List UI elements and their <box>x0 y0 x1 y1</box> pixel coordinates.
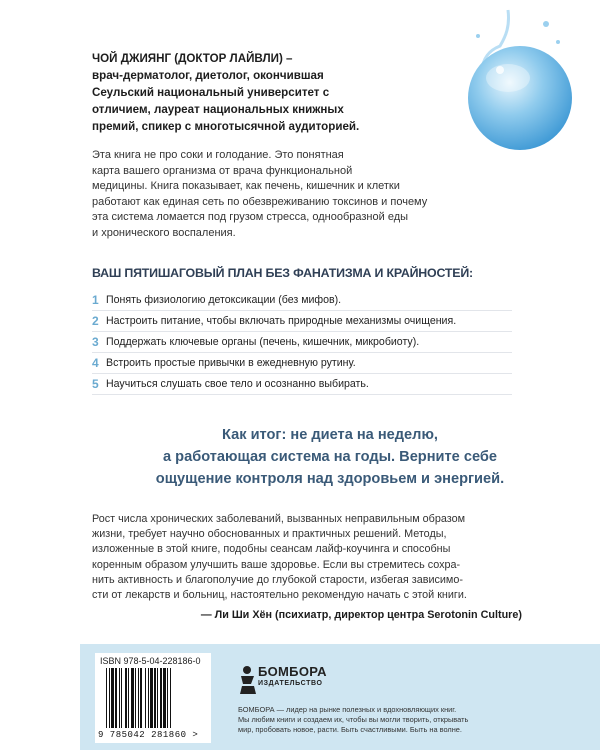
author-bio-line: врач-дерматолог, диетолог, окончившая <box>92 69 324 82</box>
intro-line: работают как единая сеть по обезвреживанию токсинов и почему <box>92 195 428 208</box>
intro-line: карта вашего организма от врача функциональной <box>92 164 353 177</box>
intro-line: медицины. Книга показывает, как печень, кишечник и клетки <box>92 180 400 193</box>
step-text: Понять физиологию детоксикации (без мифов). <box>106 294 342 306</box>
testimonial-quote <box>92 512 522 603</box>
publisher-name: БОМБОРА <box>258 664 327 679</box>
quote-author: — Ли Ши Хён (психиатр, директор центра Serotonin Culture) <box>200 609 522 621</box>
plan-steps <box>92 290 512 395</box>
step-number: 4 <box>92 356 99 370</box>
isbn-label: ISBN 978-5-04-228186-0 <box>100 656 201 666</box>
step-text: Научиться слушать свое тело и осознанно выбирать. <box>106 378 369 390</box>
plan-step <box>92 290 512 311</box>
book-intro <box>92 148 452 242</box>
publisher-text-line: Мы любим книги и создаем их, чтобы вы могли творить, открывать <box>238 715 469 724</box>
quote-line: сти от лекарств и больниц, настоятельно рекомендую начать с этой книги. <box>92 589 467 602</box>
quote-line: жизни, требует научно обоснованных и практичных решений. Методы, <box>92 528 447 541</box>
step-text: Настроить питание, чтобы включать природные механизмы очищения. <box>106 315 457 327</box>
plan-step <box>92 311 512 332</box>
step-number: 3 <box>92 335 99 349</box>
plan-step <box>92 374 512 395</box>
publisher-sub: ИЗДАТЕЛЬСТВО <box>258 680 323 687</box>
intro-line: Эта книга не про соки и голодание. Это понятная <box>92 149 344 161</box>
author-name: ЧОЙ ДЖИЯНГ (ДОКТОР ЛАЙВЛИ) – <box>92 52 293 65</box>
intro-line: эта система ломается под грузом стресса, однообразной еды <box>92 211 409 224</box>
water-drop-illustration <box>438 6 588 156</box>
summary-statement <box>110 424 550 490</box>
publisher-text-line: мир, пробовать новое, расти. Быть счастливыми. Быть на волне. <box>238 725 462 734</box>
summary-line: ощущение контроля над здоровьем и энергией. <box>155 471 505 487</box>
barcode-icon <box>104 668 208 728</box>
step-number: 2 <box>92 314 99 328</box>
quote-line: нить активность и благополучие до глубокой старости, избегая зависимо- <box>92 573 463 586</box>
quote-line: Рост числа хронических заболеваний, вызванных неправильным образом <box>92 513 466 525</box>
intro-line: и хронического воспаления. <box>92 226 236 239</box>
author-bio <box>92 50 422 135</box>
step-text: Поддержать ключевые органы (печень, кишечник, микробиоту). <box>106 336 420 348</box>
author-bio-line: отличием, лауреат национальных книжных <box>92 103 344 116</box>
summary-line: Как итог: не диета на неделю, <box>222 427 438 443</box>
step-text: Встроить простые привычки в ежедневную рутину. <box>106 357 356 369</box>
publisher-logo-icon <box>238 662 258 696</box>
barcode-number: 9 785042 281860 > <box>98 730 199 740</box>
step-number: 5 <box>92 377 99 391</box>
plan-step <box>92 353 512 374</box>
step-number: 1 <box>92 293 99 307</box>
publisher-text-line: БОМБОРА — лидер на рынке полезных и вдохновляющих книг. <box>238 705 457 714</box>
quote-line: изложенные в этой книге, подобны сеансам лайф-коучинга и способны <box>92 543 451 556</box>
publisher-description <box>238 705 538 735</box>
author-bio-line: Сеульский национальный университет с <box>92 86 330 99</box>
author-bio-line: премий, спикер с многотысячной аудиторией. <box>92 120 360 133</box>
plan-step <box>92 332 512 353</box>
summary-line: а работающая система на годы. Верните себе <box>163 449 497 465</box>
plan-title: ВАШ ПЯТИШАГОВЫЙ ПЛАН БЕЗ ФАНАТИЗМА И КРАЙНОСТЕЙ: <box>92 266 473 280</box>
quote-line: коренным образом улучшить ваше здоровье. Если вы стремитесь сохра- <box>92 558 461 571</box>
